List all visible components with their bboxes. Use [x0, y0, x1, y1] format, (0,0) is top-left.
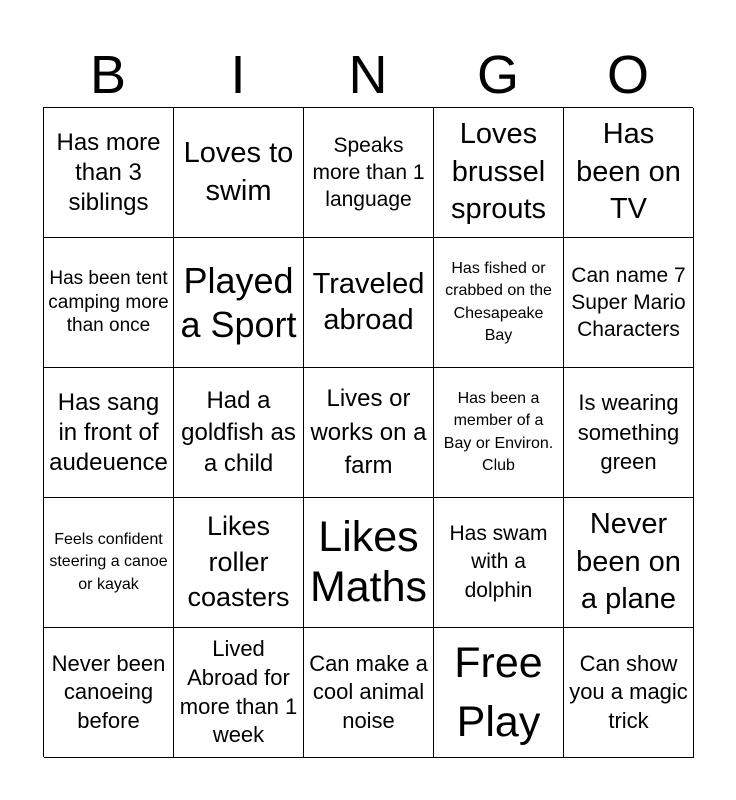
- cell-text: Is wearing something green: [577, 389, 680, 475]
- bingo-cell[interactable]: [304, 108, 434, 238]
- cell-text: Has sang in front of audeuence: [49, 388, 168, 476]
- cell-text: Loves to swim: [183, 136, 294, 207]
- bingo-cell[interactable]: [174, 628, 304, 758]
- bingo-cell[interactable]: [434, 238, 564, 368]
- header-letter-n: N: [348, 45, 388, 105]
- bingo-cell[interactable]: [434, 108, 564, 238]
- bingo-cell[interactable]: [434, 628, 564, 758]
- cell-text: Never been on a plane: [576, 507, 681, 616]
- cell-text: Had a goldfish as a child: [181, 386, 296, 478]
- cell-text: Never been canoeing before: [51, 650, 166, 733]
- cell-text: Has been tent camping more than once: [48, 267, 169, 337]
- cell-text: Lives or works on a farm: [310, 385, 427, 480]
- cell-text: Free Play: [454, 639, 543, 746]
- cell-text: Likes roller coasters: [187, 510, 290, 613]
- cell-text: Lived Abroad for more than 1 week: [179, 636, 298, 748]
- bingo-cell[interactable]: [564, 238, 694, 368]
- bingo-cell[interactable]: [434, 368, 564, 498]
- cell-text: Can make a cool animal noise: [309, 650, 428, 733]
- bingo-cell[interactable]: [564, 108, 694, 238]
- cell-text: Has swam with a dolphin: [449, 521, 548, 602]
- bingo-cell[interactable]: [304, 498, 434, 628]
- cell-text: Likes Maths: [309, 513, 428, 611]
- cell-text: Has been a member of a Bay or Environ. Club: [443, 389, 554, 474]
- bingo-cell[interactable]: [304, 628, 434, 758]
- cell-text: Has been on TV: [576, 117, 681, 226]
- header-letter-i: I: [230, 45, 246, 105]
- cell-text: Has more than 3 siblings: [56, 128, 161, 216]
- cell-text: Can name 7 Super Mario Characters: [571, 263, 686, 342]
- bingo-cell[interactable]: [564, 368, 694, 498]
- bingo-cell[interactable]: [564, 498, 694, 628]
- cell-text: Has fished or crabbed on the Chesapeake Bay: [445, 259, 552, 344]
- cell-text: Traveled abroad: [312, 268, 425, 336]
- bingo-cell[interactable]: [44, 108, 174, 238]
- bingo-cell[interactable]: [44, 238, 174, 368]
- bingo-cell[interactable]: [44, 628, 174, 758]
- bingo-cell[interactable]: [174, 368, 304, 498]
- bingo-cell[interactable]: [304, 238, 434, 368]
- bingo-cell[interactable]: [174, 498, 304, 628]
- cell-text: Loves brussel sprouts: [450, 117, 547, 226]
- bingo-cell[interactable]: [564, 628, 694, 758]
- header-letter-o: O: [606, 45, 649, 105]
- bingo-cell[interactable]: [44, 498, 174, 628]
- cell-text: Played a Sport: [180, 260, 297, 345]
- bingo-cell[interactable]: [44, 368, 174, 498]
- header-letter-g: G: [476, 45, 519, 105]
- bingo-cell[interactable]: [174, 108, 304, 238]
- header-letter-b: B: [89, 45, 127, 105]
- cell-text: Speaks more than 1 language: [312, 133, 425, 212]
- cell-text: Can show you a magic trick: [569, 650, 688, 733]
- cell-text: Feels confident steering a canoe or kayak: [49, 530, 168, 593]
- bingo-card-grid: [43, 107, 693, 757]
- bingo-cell[interactable]: [434, 498, 564, 628]
- bingo-cell[interactable]: [174, 238, 304, 368]
- bingo-cell[interactable]: [304, 368, 434, 498]
- bingo-header: [43, 44, 693, 106]
